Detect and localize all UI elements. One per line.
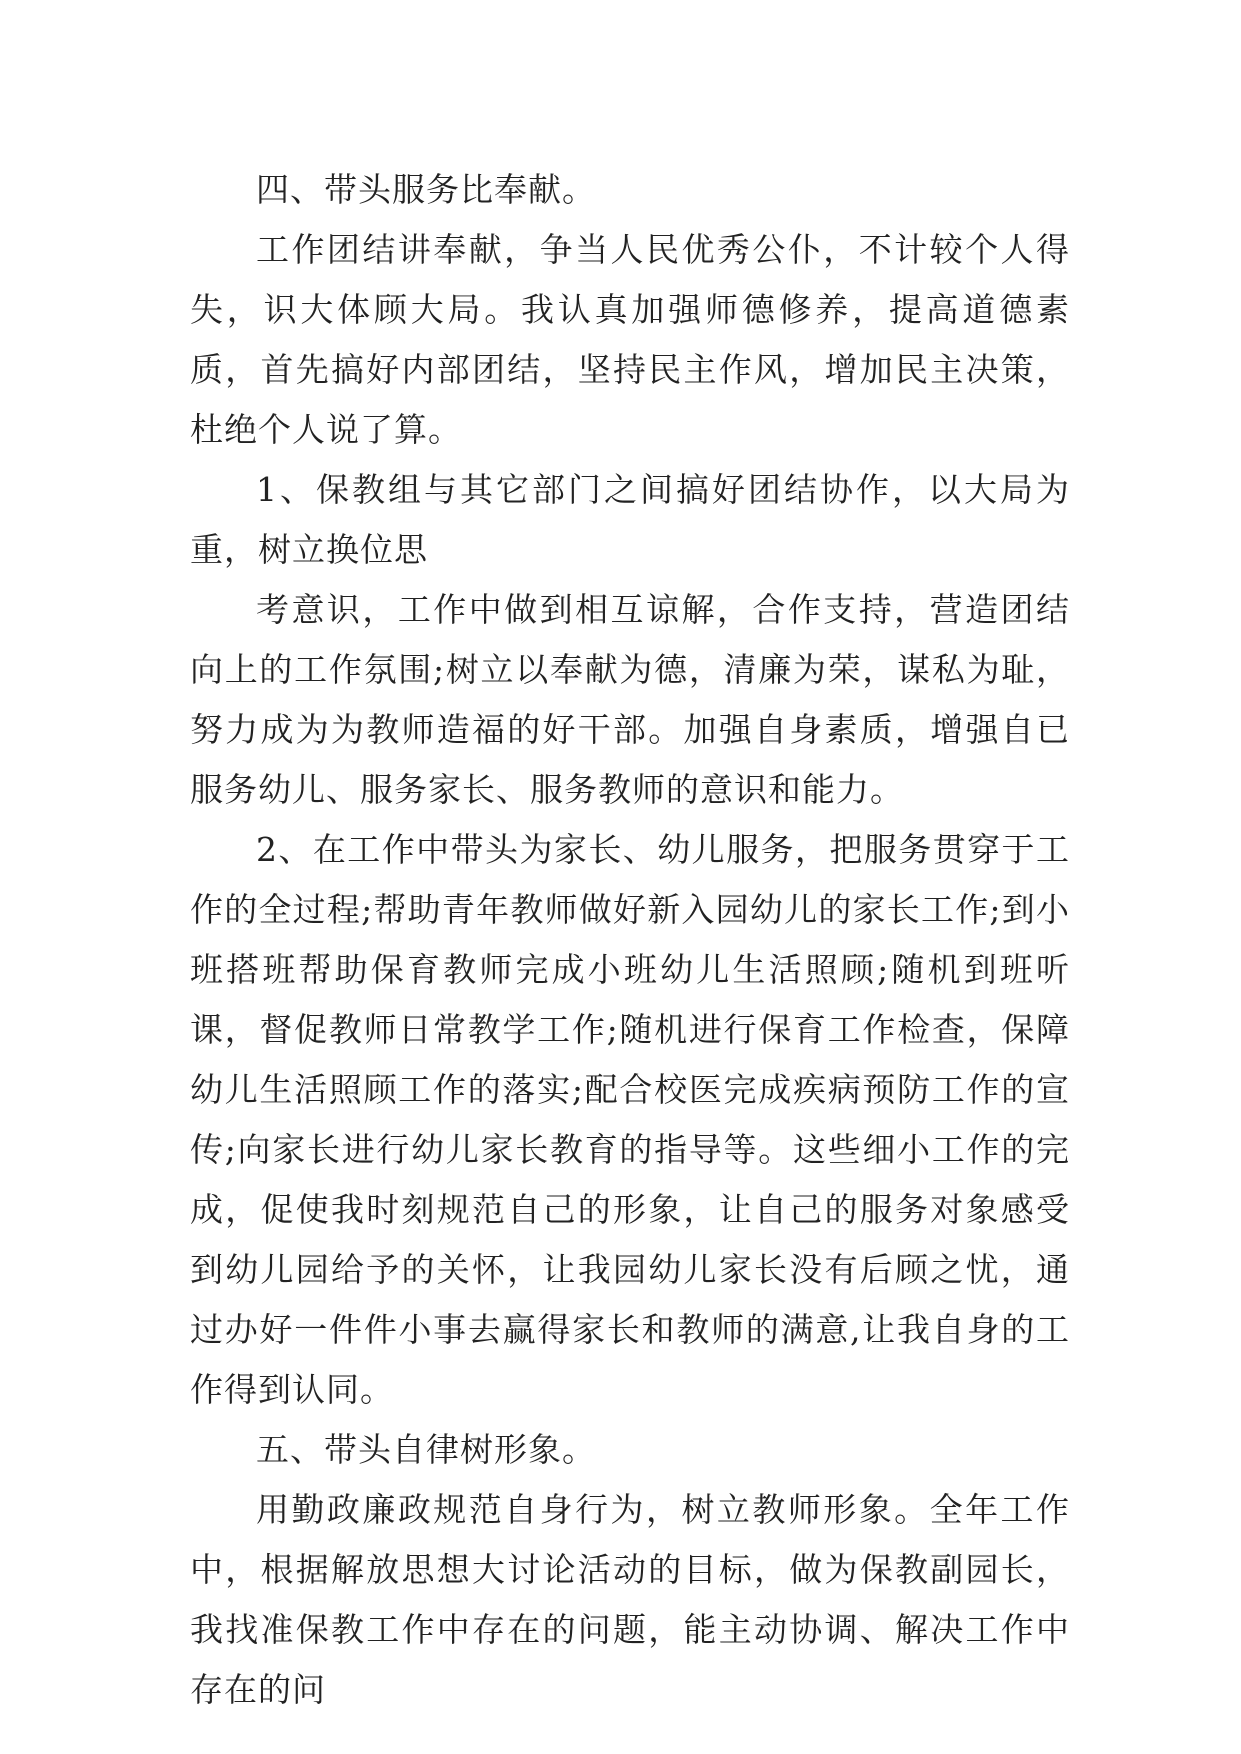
paragraph: 用勤政廉政规范自身行为，树立教师形象。全年工作中，根据解放思想大讨论活动的目标，做为保教副园长，我找准保教工作中存在的问题，能主动协调、解决工作中存在的问 — [190, 1490, 1070, 1709]
paragraph: 考意识，工作中做到相互谅解，合作支持，营造团结向上的工作氛围;树立以奉献为德，清廉为荣，谋私为耻，努力成为为教师造福的好干部。加强自身素质，增强自已服务幼儿、服务家长、服务教师的意识和能力。 — [190, 590, 1070, 809]
paragraph: 2、在工作中带头为家长、幼儿服务，把服务贯穿于工作的全过程;帮助青年教师做好新入园幼儿的家长工作;到小班搭班帮助保育教师完成小班幼儿生活照顾;随机到班听课，督促教师日常教学工作;随机进行保育工作检查，保障幼儿生活照顾工作的落实;配合校医完成疾病预防工作的宣传;向家长进行幼儿家长教育的指导等。这些细小工作的完成，促使我时刻规范自己的形象，让自己的服务对象感受到幼儿园给予的关怀，让我园幼儿家长没有后顾之忧，通过办好一件件小事去赢得家长和教师的满意,让我自身的工作得到认同。 — [190, 830, 1070, 1409]
document-body — [190, 160, 1070, 1720]
section-heading-5: 五、带头自律树形象。 — [256, 1430, 596, 1469]
section-heading-4: 四、带头服务比奉献。 — [256, 170, 596, 209]
paragraph: 1、保教组与其它部门之间搞好团结协作，以大局为重，树立换位思 — [190, 470, 1070, 569]
paragraph: 工作团结讲奉献，争当人民优秀公仆，不计较个人得失，识大体顾大局。我认真加强师德修养，提高道德素质，首先搞好内部团结，坚持民主作风，增加民主决策，杜绝个人说了算。 — [190, 230, 1070, 449]
